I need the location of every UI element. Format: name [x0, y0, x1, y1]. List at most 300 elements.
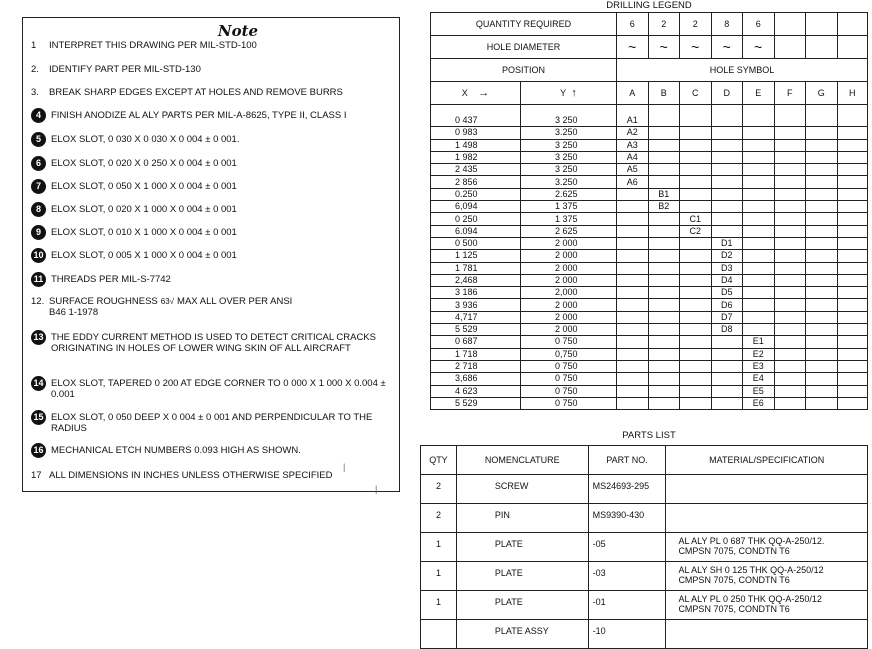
- empty-cell: [648, 225, 680, 237]
- drill-row: [431, 360, 868, 372]
- empty-cell: [711, 385, 743, 397]
- empty-cell: [806, 360, 838, 372]
- empty-cell: [648, 151, 680, 163]
- empty-cell: [806, 105, 838, 127]
- empty-cell: [806, 213, 838, 225]
- empty-cell: [774, 164, 806, 176]
- y-value: 3.250: [521, 127, 617, 139]
- empty-cell: [617, 348, 649, 360]
- empty-cell: [680, 188, 712, 200]
- x-value: 0 983: [431, 127, 521, 139]
- note-text: IDENTIFY PART PER MIL-STD-130: [49, 64, 201, 75]
- drill-row: [431, 164, 868, 176]
- qty-cell: 1: [421, 533, 457, 562]
- drill-row: [431, 287, 868, 299]
- empty-cell: [774, 274, 806, 286]
- qty-cell: 2: [421, 475, 457, 504]
- drilling-legend-table: [430, 12, 868, 410]
- y-value: 1 375: [521, 201, 617, 213]
- symbol-column-header: G: [806, 82, 838, 105]
- empty-cell: [711, 336, 743, 348]
- hole-symbol: D2: [711, 250, 743, 262]
- x-value: 5 529: [431, 324, 521, 336]
- surface-roughness-symbol-icon: 63√: [160, 297, 175, 306]
- parts-row: [421, 533, 868, 562]
- hole-symbol: E1: [743, 336, 775, 348]
- empty-cell: [680, 311, 712, 323]
- y-value: 0 750: [521, 397, 617, 409]
- empty-cell: [648, 213, 680, 225]
- empty-cell: [774, 237, 806, 249]
- right-arrow-icon: →: [478, 86, 490, 99]
- empty-cell: [711, 188, 743, 200]
- x-value: 6.094: [431, 225, 521, 237]
- note-text: ELOX SLOT, 0 010 X 1 000 X 0 004 ± 0 001: [51, 227, 237, 238]
- x-value: 0 687: [431, 336, 521, 348]
- note-text: SURFACE ROUGHNESS: [49, 296, 158, 307]
- x-value: 1 125: [431, 250, 521, 262]
- drill-row: [431, 213, 868, 225]
- note-number: 2.: [31, 64, 39, 75]
- empty-cell: [680, 385, 712, 397]
- x-value: 3 936: [431, 299, 521, 311]
- empty-cell: [837, 151, 868, 163]
- quantity-cell: [774, 13, 806, 36]
- symbol-column-header: H: [837, 82, 868, 105]
- y-value: 2 000: [521, 324, 617, 336]
- empty-cell: [743, 250, 775, 262]
- note-text: ELOX SLOT, 0 050 DEEP X 0 004 ± 0 001 AND PERPENDICULAR TO THE RADIUS: [51, 412, 373, 434]
- empty-cell: [711, 225, 743, 237]
- empty-cell: [837, 250, 868, 262]
- drill-row: [431, 105, 868, 127]
- diameter-cell: [774, 36, 806, 59]
- quantity-cell: 6: [617, 13, 649, 36]
- y-label: Y: [560, 87, 566, 98]
- empty-cell: [680, 373, 712, 385]
- part-number-cell: MS9390-430: [588, 504, 666, 533]
- empty-cell: [774, 311, 806, 323]
- empty-cell: [680, 151, 712, 163]
- empty-cell: [648, 164, 680, 176]
- empty-cell: [837, 348, 868, 360]
- y-value: 2 000: [521, 262, 617, 274]
- empty-cell: [617, 274, 649, 286]
- position-label: POSITION: [431, 59, 617, 82]
- empty-cell: [743, 127, 775, 139]
- empty-cell: [680, 262, 712, 274]
- notes-box: [22, 17, 400, 492]
- empty-cell: [774, 213, 806, 225]
- x-value: 6,094: [431, 201, 521, 213]
- empty-cell: [680, 274, 712, 286]
- note-text: ELOX SLOT, 0 050 X 1 000 X 0 004 ± 0 001: [51, 181, 237, 192]
- quantity-cell: 2: [648, 13, 680, 36]
- empty-cell: [648, 373, 680, 385]
- y-value: 0 750: [521, 373, 617, 385]
- y-value: 1 375: [521, 213, 617, 225]
- empty-cell: [617, 397, 649, 409]
- x-value: 1 781: [431, 262, 521, 274]
- empty-cell: [743, 139, 775, 151]
- note-number: 17: [31, 470, 42, 481]
- material-spec-line: AL ALY PL 0 250 THK QQ-A-250/12: [678, 594, 822, 604]
- empty-cell: [680, 299, 712, 311]
- up-arrow-icon: ↑: [571, 86, 577, 99]
- hole-symbol: D3: [711, 262, 743, 274]
- qty-cell: 1: [421, 562, 457, 591]
- drill-row: [431, 397, 868, 409]
- note-text: ALL DIMENSIONS IN INCHES UNLESS OTHERWISE SPECIFIED: [49, 470, 333, 481]
- note-item: [31, 332, 396, 354]
- empty-cell: [617, 225, 649, 237]
- empty-cell: [743, 311, 775, 323]
- empty-cell: [774, 373, 806, 385]
- empty-cell: [806, 311, 838, 323]
- empty-cell: [648, 324, 680, 336]
- empty-cell: [711, 397, 743, 409]
- empty-cell: [648, 348, 680, 360]
- empty-cell: [837, 299, 868, 311]
- x-value: 3 186: [431, 287, 521, 299]
- empty-cell: [680, 176, 712, 188]
- symbol-column-header: D: [711, 82, 743, 105]
- note-text: B46 1-1978: [49, 307, 99, 318]
- empty-cell: [806, 225, 838, 237]
- empty-cell: [680, 139, 712, 151]
- empty-cell: [837, 176, 868, 188]
- diameter-cell: ~: [680, 36, 712, 59]
- note-item: [31, 158, 396, 171]
- hole-symbol: D4: [711, 274, 743, 286]
- symbol-column-header: A: [617, 82, 649, 105]
- empty-cell: [617, 201, 649, 213]
- diameter-cell: [837, 36, 868, 59]
- note-item: [31, 227, 396, 240]
- empty-cell: [806, 397, 838, 409]
- empty-cell: [617, 188, 649, 200]
- empty-cell: [806, 373, 838, 385]
- note-text: THREADS PER MIL-S-7742: [51, 274, 171, 285]
- hole-symbol: D5: [711, 287, 743, 299]
- note-flag-number: 11: [31, 272, 46, 287]
- empty-cell: [806, 336, 838, 348]
- empty-cell: [743, 237, 775, 249]
- material-cell: [666, 533, 868, 562]
- empty-cell: [743, 225, 775, 237]
- note-flag-number: 14: [31, 376, 46, 391]
- empty-cell: [774, 201, 806, 213]
- quantity-label: QUANTITY REQUIRED: [431, 13, 617, 36]
- drill-row: [431, 139, 868, 151]
- empty-cell: [648, 397, 680, 409]
- y-value: 3 250: [521, 139, 617, 151]
- empty-cell: [837, 201, 868, 213]
- note-item: [31, 378, 396, 400]
- note-flag-number: 16: [31, 443, 46, 458]
- empty-cell: [680, 250, 712, 262]
- hole-symbol: E3: [743, 360, 775, 372]
- empty-cell: [711, 348, 743, 360]
- hole-symbol: A3: [617, 139, 649, 151]
- note-flag-number: 15: [31, 410, 46, 425]
- empty-cell: [806, 176, 838, 188]
- empty-cell: [837, 164, 868, 176]
- empty-cell: [743, 287, 775, 299]
- hole-symbol: A6: [617, 176, 649, 188]
- note-flag-number: 13: [31, 330, 46, 345]
- empty-cell: [617, 262, 649, 274]
- note-item: [31, 40, 396, 51]
- note-item: [31, 412, 396, 434]
- empty-cell: [648, 237, 680, 249]
- empty-cell: [837, 127, 868, 139]
- empty-cell: [837, 287, 868, 299]
- empty-cell: [648, 311, 680, 323]
- drill-row: [431, 188, 868, 200]
- note-text: ELOX SLOT, 0 020 X 0 250 X 0 004 ± 0 001: [51, 158, 237, 169]
- material-cell: [666, 591, 868, 620]
- empty-cell: [806, 324, 838, 336]
- note-text: MAX ALL OVER PER ANSI: [177, 296, 293, 307]
- hole-symbol: E2: [743, 348, 775, 360]
- empty-cell: [837, 262, 868, 274]
- empty-cell: [617, 360, 649, 372]
- empty-cell: [680, 105, 712, 127]
- empty-cell: [680, 201, 712, 213]
- empty-cell: [806, 348, 838, 360]
- hole-symbol: D8: [711, 324, 743, 336]
- empty-cell: [648, 274, 680, 286]
- material-spec-line: CMPSN 7075, CONDTN T6: [678, 575, 790, 585]
- empty-cell: [806, 164, 838, 176]
- x-value: 1 982: [431, 151, 521, 163]
- hole-symbol-label: HOLE SYMBOL: [617, 59, 868, 82]
- part-number-cell: -05: [588, 533, 666, 562]
- empty-cell: [806, 201, 838, 213]
- x-header: [431, 82, 521, 105]
- empty-cell: [837, 397, 868, 409]
- note-item: [31, 296, 396, 318]
- symbol-column-header: C: [680, 82, 712, 105]
- hole-diameter-label: HOLE DIAMETER: [431, 36, 617, 59]
- empty-cell: [743, 188, 775, 200]
- part-number-cell: -10: [588, 620, 666, 649]
- empty-cell: [680, 324, 712, 336]
- empty-cell: [774, 151, 806, 163]
- y-value: 2 000: [521, 274, 617, 286]
- qty-cell: 1: [421, 591, 457, 620]
- drill-row: [431, 151, 868, 163]
- parts-row: [421, 504, 868, 533]
- hole-symbol: A2: [617, 127, 649, 139]
- part-no-header: PART NO.: [588, 446, 666, 475]
- empty-cell: [617, 237, 649, 249]
- empty-cell: [774, 287, 806, 299]
- empty-cell: [711, 176, 743, 188]
- empty-cell: [680, 336, 712, 348]
- empty-cell: [774, 250, 806, 262]
- material-cell: [666, 475, 868, 504]
- x-value: 5 529: [431, 397, 521, 409]
- part-number-cell: -03: [588, 562, 666, 591]
- empty-cell: [774, 360, 806, 372]
- note-flag-number: 8: [31, 202, 46, 217]
- empty-cell: [648, 360, 680, 372]
- note-text: ELOX SLOT, TAPERED 0 200 AT EDGE CORNER TO 0 000 X 1 000 X 0.004 ± 0.001: [51, 378, 386, 400]
- empty-cell: [680, 287, 712, 299]
- diameter-cell: ~: [648, 36, 680, 59]
- y-value: 2 000: [521, 250, 617, 262]
- quantity-cell: 8: [711, 13, 743, 36]
- y-value: 3 250: [521, 151, 617, 163]
- note-item: [31, 64, 396, 75]
- empty-cell: [680, 237, 712, 249]
- empty-cell: [743, 164, 775, 176]
- hole-symbol: E4: [743, 373, 775, 385]
- note-item: [31, 204, 396, 217]
- y-value: 0 750: [521, 385, 617, 397]
- x-value: 4,717: [431, 311, 521, 323]
- empty-cell: [648, 250, 680, 262]
- empty-cell: [711, 105, 743, 127]
- empty-cell: [680, 164, 712, 176]
- parts-row: [421, 562, 868, 591]
- y-value: 2,000: [521, 287, 617, 299]
- empty-cell: [743, 213, 775, 225]
- notes-title: Note: [213, 22, 263, 40]
- empty-cell: [617, 373, 649, 385]
- quantity-cell: 2: [680, 13, 712, 36]
- empty-cell: [648, 127, 680, 139]
- empty-cell: [648, 176, 680, 188]
- empty-cell: [648, 385, 680, 397]
- note-item: [31, 250, 396, 263]
- y-value: 2 625: [521, 225, 617, 237]
- hole-symbol: C2: [680, 225, 712, 237]
- empty-cell: [617, 324, 649, 336]
- drill-row: [431, 324, 868, 336]
- empty-cell: [648, 105, 680, 127]
- y-value: 3 250: [521, 164, 617, 176]
- drill-row: [431, 274, 868, 286]
- note-text: ELOX SLOT, 0 005 X 1 000 X 0 004 ± 0 001: [51, 250, 237, 261]
- note-item: [31, 110, 396, 123]
- empty-cell: [837, 324, 868, 336]
- symbol-column-header: B: [648, 82, 680, 105]
- empty-cell: [711, 151, 743, 163]
- drill-row: [431, 201, 868, 213]
- y-value: 2 000: [521, 299, 617, 311]
- material-cell: [666, 504, 868, 533]
- empty-cell: [837, 311, 868, 323]
- note-item: [31, 181, 396, 194]
- empty-cell: [837, 139, 868, 151]
- empty-cell: [617, 385, 649, 397]
- empty-cell: [774, 188, 806, 200]
- empty-cell: [837, 336, 868, 348]
- material-cell: [666, 620, 868, 649]
- material-header: MATERIAL/SPECIFICATION: [666, 446, 868, 475]
- note-text: [45, 296, 292, 318]
- parts-row: [421, 620, 868, 649]
- empty-cell: [806, 127, 838, 139]
- parts-list-table: [420, 445, 868, 649]
- hole-symbol: B2: [648, 201, 680, 213]
- empty-cell: [648, 262, 680, 274]
- y-value: 0,750: [521, 348, 617, 360]
- hole-symbol: E5: [743, 385, 775, 397]
- x-value: 0 500: [431, 237, 521, 249]
- empty-cell: [617, 250, 649, 262]
- x-value: 4 623: [431, 385, 521, 397]
- empty-cell: [774, 336, 806, 348]
- note-item: [31, 87, 396, 98]
- quantity-cell: 6: [743, 13, 775, 36]
- empty-cell: [743, 201, 775, 213]
- symbol-column-header: F: [774, 82, 806, 105]
- nomenclature-cell: PIN: [456, 504, 588, 533]
- empty-cell: [806, 274, 838, 286]
- diameter-cell: ~: [711, 36, 743, 59]
- empty-cell: [711, 201, 743, 213]
- quantity-cell: [806, 13, 838, 36]
- material-spec-line: AL ALY SH 0 125 THK QQ-A-250/12: [678, 565, 824, 575]
- empty-cell: [711, 127, 743, 139]
- nomenclature-cell: PLATE: [456, 591, 588, 620]
- note-number: 12.: [31, 296, 45, 307]
- empty-cell: [680, 127, 712, 139]
- note-flag-number: 4: [31, 108, 46, 123]
- empty-cell: [648, 336, 680, 348]
- empty-cell: [743, 151, 775, 163]
- empty-cell: [774, 324, 806, 336]
- note-text: ELOX SLOT, 0 030 X 0 030 X 0 004 ± 0 001.: [51, 134, 240, 145]
- edit-mark: |: [375, 484, 378, 494]
- y-value: 2.625: [521, 188, 617, 200]
- hole-symbol: A1: [617, 105, 649, 127]
- note-number: 1: [31, 40, 37, 51]
- material-spec-line: CMPSN 7075, CONDTN T6: [678, 604, 790, 614]
- empty-cell: [743, 262, 775, 274]
- x-value: 0 437: [431, 105, 521, 127]
- y-value: 3.250: [521, 176, 617, 188]
- position-header-row: [431, 59, 868, 82]
- y-value: 0 750: [521, 336, 617, 348]
- hole-symbol: D7: [711, 311, 743, 323]
- empty-cell: [711, 373, 743, 385]
- empty-cell: [774, 225, 806, 237]
- note-item: [31, 470, 396, 481]
- note-flag-number: 7: [31, 179, 46, 194]
- empty-cell: [837, 373, 868, 385]
- empty-cell: [837, 188, 868, 200]
- empty-cell: [711, 139, 743, 151]
- empty-cell: [774, 105, 806, 127]
- edit-mark: |: [343, 462, 346, 472]
- diameter-cell: ~: [617, 36, 649, 59]
- note-item: [31, 274, 396, 287]
- empty-cell: [806, 151, 838, 163]
- y-value: 2 000: [521, 237, 617, 249]
- empty-cell: [837, 360, 868, 372]
- note-flag-number: 10: [31, 248, 46, 263]
- part-number-cell: -01: [588, 591, 666, 620]
- note-flag-number: 9: [31, 225, 46, 240]
- parts-list-title: PARTS LIST: [622, 430, 676, 441]
- hole-symbol: C1: [680, 213, 712, 225]
- hole-symbol: A5: [617, 164, 649, 176]
